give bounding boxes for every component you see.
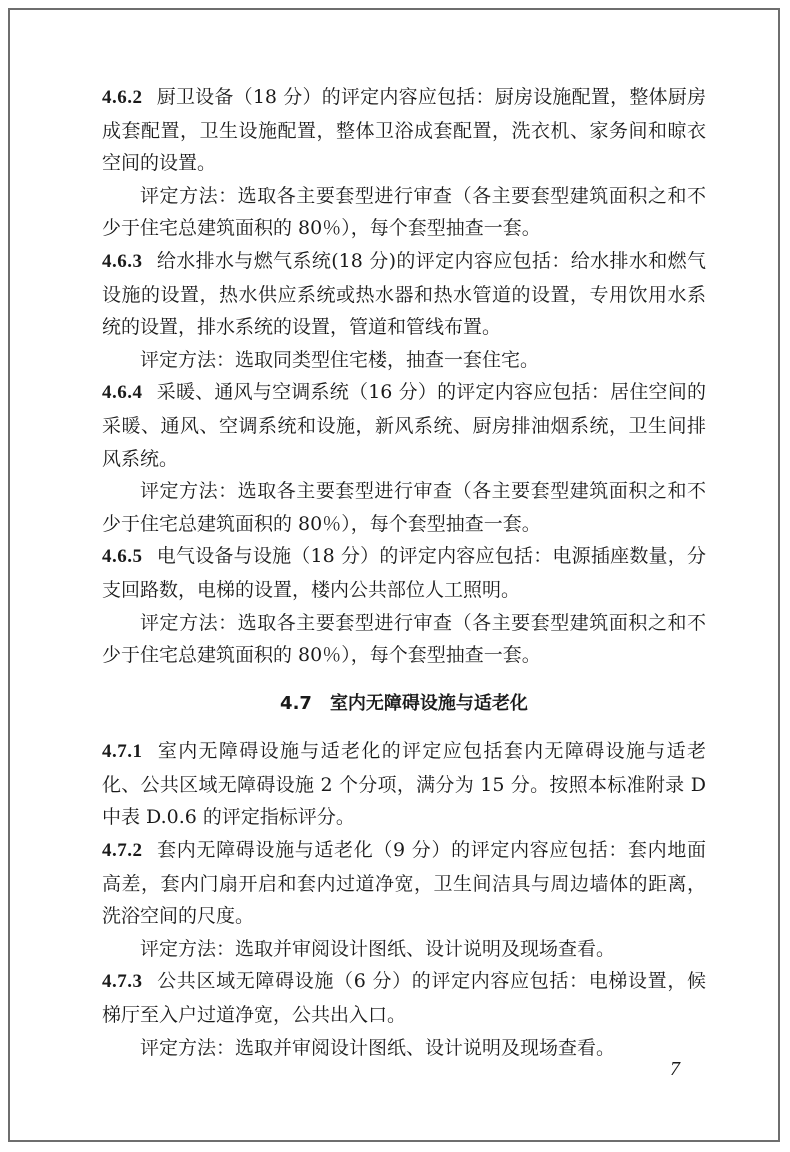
document-page bbox=[8, 8, 780, 1142]
clause-text: 给水排水与燃气系统(18 分)的评定内容应包括：给水排水和燃气设施的设置，热水供应系统或热水器和热水管道的设置，专用饮用水系统的设置，排水系统的设置，管道和管线布置。 bbox=[102, 249, 706, 339]
clause-text: 厨卫设备（18 分）的评定内容应包括：厨房设施配置，整体厨房成套配置，卫生设施配置，整体卫浴成套配置，洗衣机、家务间和晾衣空间的设置。 bbox=[102, 86, 706, 175]
section-heading-4-7 bbox=[102, 688, 706, 721]
evaluation-method: 评定方法：选取各主要套型进行审查（各主要套型建筑面积之和不少于住宅总建筑面积的 80％），每个套型抽查一套。 bbox=[102, 480, 706, 535]
clause-4-7-2 bbox=[102, 834, 706, 933]
evaluation-method: 评定方法：选取各主要套型进行审查（各主要套型建筑面积之和不少于住宅总建筑面积的 80％），每个套型抽查一套。 bbox=[102, 611, 706, 667]
clause-text: 室内无障碍设施与适老化的评定应包括套内无障碍设施与适老化、公共区域无障碍设施 2 个分项，满分为 15 分。按照本标准附录 D 中表 D.0.6 的评定指标评分。 bbox=[102, 740, 706, 829]
clause-number: 4.6.4 bbox=[102, 382, 143, 404]
clause-number: 4.7.3 bbox=[102, 971, 143, 993]
clause-4-6-3 bbox=[102, 245, 706, 344]
clause-text: 电气设备与设施（18 分）的评定内容应包括：电源插座数量，分支回路数，电梯的设置，楼内公共部位人工照明。 bbox=[102, 545, 706, 601]
section-number: 4.7 bbox=[280, 692, 312, 714]
evaluation-method: 评定方法：选取各主要套型进行审查（各主要套型建筑面积之和不少于住宅总建筑面积的 80％），每个套型抽查一套。 bbox=[102, 184, 706, 240]
clause-4-7-1 bbox=[102, 735, 706, 834]
clause-4-6-5 bbox=[102, 540, 706, 606]
section-title: 室内无障碍设施与适老化 bbox=[329, 692, 528, 714]
evaluation-method: 评定方法：选取同类型住宅楼，抽查一套住宅。 bbox=[140, 348, 540, 371]
page-number: 7 bbox=[670, 1058, 680, 1080]
clause-text: 套内无障碍设施与适老化（9 分）的评定内容应包括：套内地面高差，套内门扇开启和套内过道净宽，卫生间洁具与周边墙体的距离，洗浴空间的尺度。 bbox=[102, 839, 706, 928]
evaluation-method: 评定方法：选取并审阅设计图纸、设计说明及现场查看。 bbox=[140, 1036, 616, 1059]
clause-text: 公共区域无障碍设施（6 分）的评定内容应包括：电梯设置，候梯厅至入户过道净宽，公共出入口。 bbox=[102, 970, 706, 1027]
clause-number: 4.7.2 bbox=[102, 840, 143, 862]
clause-4-6-4 bbox=[102, 376, 706, 475]
clause-4-7-3 bbox=[102, 965, 706, 1031]
evaluation-method: 评定方法：选取并审阅设计图纸、设计说明及现场查看。 bbox=[140, 937, 616, 960]
clause-number: 4.7.1 bbox=[102, 741, 143, 763]
page-content bbox=[102, 81, 706, 1064]
clause-number: 4.6.5 bbox=[102, 546, 143, 568]
clause-number: 4.6.3 bbox=[102, 250, 143, 272]
clause-text: 采暖、通风与空调系统（16 分）的评定内容应包括：居住空间的采暖、通风、空调系统和设施，新风系统、厨房排油烟系统，卫生间排风系统。 bbox=[102, 381, 706, 470]
clause-number: 4.6.2 bbox=[102, 87, 143, 108]
clause-4-6-2 bbox=[102, 81, 706, 180]
